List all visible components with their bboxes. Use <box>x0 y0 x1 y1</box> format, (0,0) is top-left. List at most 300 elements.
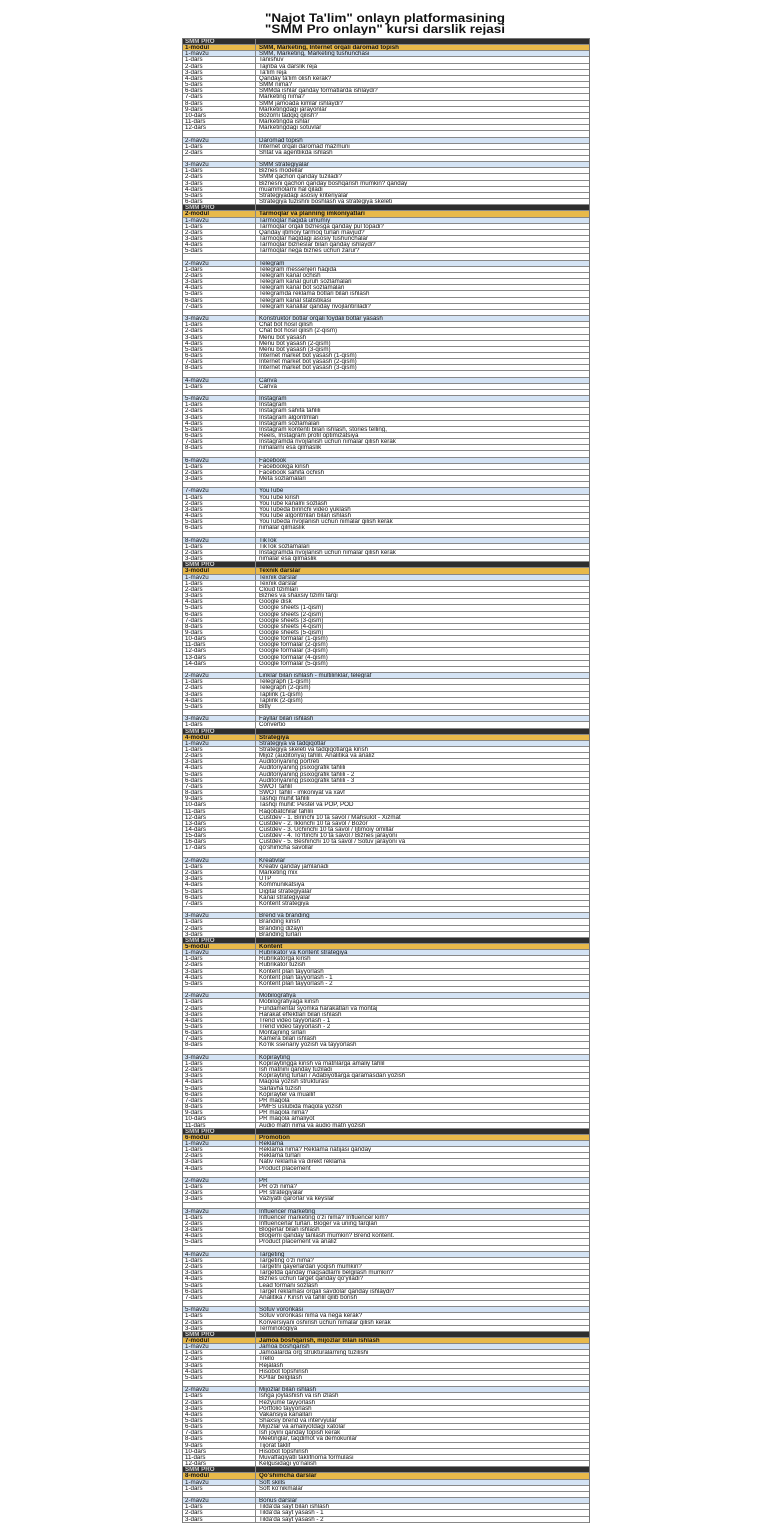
row-label-cell: 3-dars <box>183 932 256 937</box>
row-content-cell: Targetda qanday maqsadlarni belgilash mumkin? <box>259 1270 394 1276</box>
row-content-cell: Kontent strategiya <box>259 900 309 907</box>
row-label-cell <box>183 451 256 456</box>
row-content-cell: Target reklamasi orqali savdolar qanday ishlaydi? <box>259 1288 395 1294</box>
row-content-cell: Google sheets (3-qism) <box>259 617 324 623</box>
row-content-cell <box>256 1203 589 1208</box>
row-content-cell: Tarmoqlar haqidagi asosiy tushunchalar <box>259 236 369 242</box>
row-content-cell <box>256 1492 589 1497</box>
document <box>182 12 588 1523</box>
row-content-cell: Google sheets (2-qism) <box>259 611 324 617</box>
row-label-cell: 4-dars <box>183 1166 256 1171</box>
row-label-cell: 2-dars <box>183 753 256 758</box>
row-label-cell: 6-mavzu <box>183 458 256 463</box>
row-label-cell: 3-dars <box>183 1406 256 1411</box>
row-content-cell <box>256 667 589 672</box>
row-content-cell: Convertio <box>259 722 286 728</box>
row-label-cell: 13-dars <box>183 821 256 826</box>
row-label-cell: 8-dars <box>183 1042 256 1047</box>
row-content-cell: Jamoalarda org strukturalarning tuzilishi <box>259 1350 369 1356</box>
row-content-cell: Google sheets (5-qism) <box>259 630 324 636</box>
row-label-cell: 3-dars <box>183 236 256 241</box>
row-content-cell: Sarlavha tuzish <box>259 1085 302 1091</box>
row-content-cell: Instagram <box>259 396 287 402</box>
row-label-cell: 5-dars <box>183 704 256 709</box>
row-label-cell: SMM PRO <box>183 1129 256 1134</box>
row-label-cell <box>183 1381 256 1386</box>
row-label-cell: 1-dars <box>183 402 256 407</box>
row-content-cell: Kopirayting <box>259 1054 290 1060</box>
row-label-cell <box>183 667 256 672</box>
row-content-cell: TikTok <box>259 537 277 543</box>
row-content-cell: Strategiya <box>259 734 289 740</box>
row-label-cell: 2-dars <box>183 1400 256 1405</box>
row-label-cell: 1-dars <box>183 144 256 149</box>
row-label-cell: 1-dars <box>183 267 256 272</box>
row-label-cell <box>183 1246 256 1251</box>
row-content-cell: Kontent <box>259 943 283 950</box>
row-content-cell: Internet market bot yasash (3-qism) <box>259 365 357 371</box>
row-content-cell: Konstruktor botlar orqali foydali botlar yasash <box>259 316 383 322</box>
row-label-cell: 5-dars <box>183 291 256 296</box>
row-content-cell <box>256 907 589 912</box>
row-content-cell: Google sheets (4-qism) <box>259 623 324 629</box>
row-content-cell: Tarmoqlar haqida umumiy <box>259 217 331 223</box>
row-label-cell <box>183 1172 256 1177</box>
row-content-cell: Instagram sozlamalari <box>259 420 320 426</box>
row-content-cell: PR strategiyalar <box>259 1190 304 1196</box>
row-label-cell: 6-dars <box>183 778 256 783</box>
row-label-cell: 2-dars <box>183 685 256 690</box>
row-content-cell: Auditoriyaning portreti <box>259 759 320 765</box>
row-label-cell: 10-dars <box>183 1449 256 1454</box>
row-content-cell: Digital strategiyalar <box>259 888 312 894</box>
row-label-cell: 4-dars <box>183 341 256 346</box>
row-label-cell: 5-dars <box>183 248 256 253</box>
row-label-cell: 16-dars <box>183 839 256 844</box>
row-content-cell: Tanishuv <box>259 57 284 63</box>
row-content-cell: muammolarni hal qiladi <box>259 186 323 192</box>
row-content-cell: Reklama nima? Reklama natijasi qanday <box>259 1147 372 1153</box>
row-content-cell: Biznes modellar <box>259 168 304 174</box>
row-label-cell: 5-dars <box>183 1086 256 1091</box>
row-content-cell: Nativ reklama va direkt reklama <box>259 1159 346 1165</box>
row-label-cell: 6-dars <box>183 1289 256 1294</box>
row-content-cell: Soft ko'nikmalar <box>259 1485 303 1491</box>
row-content-cell: Branding turlari <box>259 931 301 937</box>
row-content-cell: Kontent plan tayyorlash <box>259 968 324 974</box>
row-content-cell: SWOT tahlil <box>259 783 292 790</box>
row-label-cell: 7-dars <box>183 1036 256 1041</box>
row-label-cell: 7-dars <box>183 359 256 364</box>
row-content-cell: Telegram <box>259 260 285 266</box>
row-content-cell <box>256 562 589 567</box>
row-label-cell: 14-dars <box>183 661 256 666</box>
row-label-cell: 15-dars <box>183 833 256 838</box>
row-content-cell: Auditoriyaning psixografik tahlili - 2 <box>259 771 355 777</box>
row-label-cell: 1-dars <box>183 1184 256 1189</box>
row-label-cell: 2-mavzu <box>183 1178 256 1183</box>
row-content-cell <box>256 1129 589 1134</box>
row-label-cell: 9-dars <box>183 107 256 112</box>
row-content-cell: SMM, Marketing, Marketing tushunchasi <box>259 51 370 57</box>
row-content-cell: Linklar bilan ishlash - multilinklar, telegraf <box>259 673 372 679</box>
row-content-cell: Biznes uchun target qanday qo'yiladi? <box>259 1276 364 1282</box>
row-content-cell: Kontent plan tayyorlash - 1 <box>259 974 333 980</box>
row-label-cell: 8-dars <box>183 1104 256 1109</box>
row-label-cell: 1-mavzu <box>183 741 256 746</box>
row-content-cell: Rezyume tayyorlash <box>259 1399 316 1405</box>
row-label-cell: 3-dars <box>183 415 256 420</box>
row-content-cell: Tarmoqlar bizneslar bilan qanday ishlaydi? <box>259 242 376 248</box>
row-label-cell: 1-dars <box>183 544 256 549</box>
row-label-cell: 4-dars <box>183 599 256 604</box>
row-content-cell: Telegraph (1-qism) <box>259 679 311 685</box>
row-content-cell: YouTube kanalni sozlash <box>259 500 328 506</box>
row-label-cell: 1-mavzu <box>183 218 256 223</box>
row-content-cell: SMM, Marketing, Internet orqali daromad topish <box>259 45 399 51</box>
row-label-cell: 1-dars <box>183 495 256 500</box>
row-label-cell <box>183 254 256 259</box>
row-content-cell: Shaxsiy brend va intervyular <box>259 1418 337 1424</box>
row-content-cell: Soft skills <box>259 1479 286 1485</box>
row-content-cell: Strategiya tuzishni boshlash va strategiya skeleti <box>259 199 393 205</box>
row-content-cell: Telegram kanal bot sozlamalari <box>259 285 345 291</box>
row-content-cell: YouTube <box>259 488 284 494</box>
row-content-cell: Maqola yozish strukturasi <box>259 1079 329 1085</box>
row-label-cell: 1-dars <box>183 1313 256 1318</box>
row-label-cell: 6-dars <box>183 298 256 303</box>
row-label-cell: 9-dars <box>183 1443 256 1448</box>
row-label-cell <box>183 310 256 315</box>
row-label-cell: 3-dars <box>183 1270 256 1275</box>
row-content-cell <box>256 205 589 210</box>
row-label-cell: 6-dars <box>183 895 256 900</box>
row-content-cell <box>256 482 589 487</box>
row-label-cell: 4-dars <box>183 1276 256 1281</box>
row-content-cell: qo'shimcha savollar <box>259 845 314 851</box>
row-content-cell <box>256 39 589 44</box>
row-content-cell: Ish matnini qanday tuziladi <box>259 1067 332 1073</box>
row-content-cell <box>256 1246 589 1251</box>
row-label-cell: 7-dars <box>183 1295 256 1300</box>
row-label-cell: SMM PRO <box>183 938 256 943</box>
row-label-cell: 3-modul <box>183 568 256 573</box>
row-content-cell <box>256 987 589 992</box>
row-label-cell: SMM PRO <box>183 562 256 567</box>
row-label-cell: 3-dars <box>183 692 256 697</box>
row-content-cell: Hisobot topshirish <box>259 1448 309 1454</box>
row-label-cell: 2-dars <box>183 408 256 413</box>
row-label-cell: 8-dars <box>183 790 256 795</box>
row-content-cell <box>256 532 589 537</box>
row-label-cell: 3-dars <box>183 1196 256 1201</box>
row-content-cell: SMM qachon qanday tuziladi? <box>259 174 342 180</box>
row-label-cell: 11-dars <box>183 1123 256 1128</box>
row-content-cell: Qo'shimcha darslar <box>259 1473 317 1479</box>
row-content-cell: Branding dizayn <box>259 925 304 931</box>
row-content-cell: Blogerlar bilan ishlash <box>259 1227 320 1233</box>
row-label-cell: 5-dars <box>183 1418 256 1423</box>
row-content-cell: Meta sozlamalari <box>259 476 306 482</box>
row-label-cell: 8-dars <box>183 445 256 450</box>
row-label-cell: 3-dars <box>183 1326 256 1331</box>
row-label-cell: 7-dars <box>183 618 256 623</box>
row-label-cell <box>183 131 256 136</box>
row-label-cell: 1-dars <box>183 1258 256 1263</box>
row-content-cell: PR o'zi nima? <box>259 1184 297 1190</box>
row-content-cell: Lead formani sozlash <box>259 1282 318 1288</box>
row-content-cell: Tilda'da sayt yasash - 1 <box>259 1510 324 1516</box>
row-content-cell: Cloud tizimlari <box>259 586 298 593</box>
row-content-cell: Texnik darslar <box>259 580 298 586</box>
row-label-cell: 8-dars <box>183 1436 256 1441</box>
row-label-cell: 4-dars <box>183 285 256 290</box>
row-label-cell: 4-dars <box>183 765 256 770</box>
row-content-cell: Fayllar bilan ishlash <box>259 716 314 722</box>
row-label-cell: 2-dars <box>183 1153 256 1158</box>
row-content-cell: Harakat effektlari bilan ishlash <box>259 1011 342 1017</box>
row-label-cell: 2-dars <box>183 1510 256 1515</box>
row-label-cell: 4-mavzu <box>183 1252 256 1257</box>
row-label-cell: 2-dars <box>183 1221 256 1226</box>
row-label-cell: 5-dars <box>183 1239 256 1244</box>
row-label-cell: 1-dars <box>183 322 256 327</box>
row-content-cell: Telegraph (2-qism) <box>259 685 311 691</box>
row-label-cell: 6-dars <box>183 612 256 617</box>
row-content-cell <box>256 156 589 161</box>
row-content-cell: Telegram kanallar qanday rivojlantiriladi? <box>259 303 371 309</box>
row-content-cell: Strategiya va tadqiqotlar <box>259 740 326 746</box>
row-content-cell: Taplink (1-qism) <box>259 691 303 697</box>
row-content-cell: Reels, Instagram profil optimizatsiya <box>259 433 359 439</box>
row-label-cell: 5-dars <box>183 347 256 352</box>
row-label-cell: 1-dars <box>183 999 256 1004</box>
row-content-cell: UTP <box>259 876 272 882</box>
row-label-cell: 7-dars <box>183 901 256 906</box>
row-label-cell: 3-mavzu <box>183 716 256 721</box>
row-content-cell: Instagram kontenti bilan ishlash, stories telling, <box>259 426 387 432</box>
row-label-cell: 4-dars <box>183 975 256 980</box>
row-label-cell <box>183 156 256 161</box>
row-content-cell <box>256 1301 589 1306</box>
row-content-cell: Telegram kanal guruh sozlamalari <box>259 279 352 285</box>
row-content-cell: Mijozlar va amaliyotdagi xatolar <box>259 1424 346 1430</box>
row-content-cell: Internet orqali daromad mazmuni <box>259 143 350 149</box>
row-content-cell: Kelgusidagi yo'nalish <box>259 1461 317 1467</box>
row-content-cell: Kreativlar <box>259 857 286 863</box>
row-label-cell: 1-dars <box>183 1215 256 1220</box>
row-content-cell: Mijoz (auditoriya) tahlili. Analitika va analiz <box>259 753 375 759</box>
row-label-cell: 7-dars <box>183 784 256 789</box>
row-content-cell <box>256 1381 589 1386</box>
row-content-cell: Bozorni tadqiq qilish? <box>259 112 318 119</box>
row-label-cell: 11-dars <box>183 642 256 647</box>
row-content-cell: Texnik darslar <box>259 568 301 574</box>
row-content-cell <box>256 451 589 456</box>
row-label-cell: SMM PRO <box>183 39 256 44</box>
row-label-cell: 4-modul <box>183 735 256 740</box>
row-label-cell: 1-dars <box>183 1393 256 1398</box>
row-label-cell: 2-mavzu <box>183 858 256 863</box>
row-label-cell: 2-dars <box>183 64 256 69</box>
row-label-cell: 6-dars <box>183 199 256 204</box>
row-content-cell <box>256 710 589 715</box>
row-label-cell: SMM PRO <box>183 205 256 210</box>
row-content-cell: Tajriba va darslik reja <box>259 63 318 69</box>
row-label-cell: 2-dars <box>183 1067 256 1072</box>
row-content-cell: Ishga joylashish va ish izlash <box>259 1393 339 1399</box>
row-content-cell: Shtat va agentlikda ishlash <box>259 149 333 155</box>
row-content-cell <box>256 254 589 259</box>
row-content-cell: Promotion <box>259 1134 290 1140</box>
row-content-cell: YouTubeda rivojlanish uchun nimalar qilish kerak <box>259 519 393 525</box>
row-label-cell <box>183 1049 256 1054</box>
row-label-cell: 5-dars <box>183 193 256 198</box>
title-line-2: "SMM Pro onlayn" kursi darslik rejasi <box>264 22 506 35</box>
row-label-cell: 17-dars <box>183 845 256 850</box>
row-label-cell: 1-dars <box>183 1350 256 1355</box>
row-label-cell: 3-dars <box>183 335 256 340</box>
row-label-cell: 12-dars <box>183 648 256 653</box>
row-content-cell: Instagram sahifa tahlili <box>259 408 321 414</box>
row-content-cell: Brend va branding <box>259 913 310 919</box>
row-label-cell: 4-mavzu <box>183 378 256 383</box>
row-content-cell: Tijorat taklif <box>259 1442 291 1448</box>
row-label-cell: 2-dars <box>183 1320 256 1325</box>
row-label-cell: 1-modul <box>183 45 256 50</box>
row-label-cell: 3-dars <box>183 759 256 764</box>
row-content-cell: Reklama turlari <box>259 1153 301 1159</box>
row-label-cell: 4-dars <box>183 1412 256 1417</box>
row-label-cell: 2-dars <box>183 150 256 155</box>
row-label-cell <box>183 371 256 376</box>
row-label-cell: 3-dars <box>183 70 256 75</box>
row-label-cell <box>183 987 256 992</box>
row-label-cell <box>183 710 256 715</box>
row-content-cell: Konversiyani oshirish uchun nimalar qilish kerak <box>259 1319 391 1325</box>
row-label-cell: 4-dars <box>183 513 256 518</box>
row-label-cell: 7-dars <box>183 304 256 309</box>
document-title <box>182 13 588 35</box>
row-content-cell: Instagram algoritmlari <box>259 414 319 420</box>
row-content-cell: Internet market bot yasash (2-qism) <box>259 359 357 365</box>
row-label-cell: 9-dars <box>183 796 256 801</box>
row-label-cell: 2-mavzu <box>183 673 256 678</box>
row-content-cell: Kanal strategiyalar <box>259 894 311 900</box>
row-content-cell: Tarmoqlar va planning imkoniyatlari <box>259 211 365 217</box>
row-label-cell: 3-dars <box>183 1227 256 1232</box>
row-label-cell: 3-dars <box>183 1073 256 1078</box>
row-content-cell: Vakansiya kanallari <box>259 1411 312 1417</box>
row-label-cell: 4-dars <box>183 1369 256 1374</box>
row-content-cell <box>256 310 589 315</box>
row-label-cell: 10-dars <box>183 802 256 807</box>
row-content-cell: Telegram messenjeri haqida <box>259 266 337 272</box>
row-content-cell: Vaziyatli qarorlar va keyslar <box>259 1196 335 1202</box>
row-label-cell: 4-dars <box>183 421 256 426</box>
row-label-cell: 7-dars <box>183 1098 256 1103</box>
row-content-cell: Strategiyadagi asosiy kriteriyalar <box>259 192 349 199</box>
row-content-cell: SMMda ishlar qanday formatlarda ishlaydi? <box>259 88 378 94</box>
row-content-cell: SWOT tahlil - imkoniyat va xavf <box>259 790 345 796</box>
row-content-cell: Menu bot yasash <box>259 334 307 340</box>
row-label-cell: 3-dars <box>183 181 256 186</box>
row-label-cell <box>183 1492 256 1497</box>
row-label-cell: 1-dars <box>183 1486 256 1491</box>
row-label-cell: 8-mavzu <box>183 538 256 543</box>
row-content-cell: Ish joyini qanday topish kerak <box>259 1430 341 1436</box>
row-label-cell: 5-dars <box>183 1283 256 1288</box>
row-label-cell: 2-dars <box>183 1356 256 1361</box>
row-label-cell: 2-dars <box>183 328 256 333</box>
row-content-cell: Jamoa boshqarish <box>259 1344 310 1350</box>
row-label-cell: 2-dars <box>183 1190 256 1195</box>
row-label-cell: 3-dars <box>183 1012 256 1017</box>
row-label-cell: SMM PRO <box>183 1332 256 1337</box>
row-label-cell: 2-dars <box>183 1006 256 1011</box>
row-content-cell <box>256 1049 589 1054</box>
row-content-cell: Sotuv voronkasi <box>259 1307 304 1313</box>
row-content-cell: Qanday ijtimoiy tarmoq turlari mavjud? <box>259 229 365 235</box>
row-label-cell: 6-dars <box>183 1030 256 1035</box>
row-label-cell: 12-dars <box>183 815 256 820</box>
row-content-cell: Marketing nima? <box>259 94 305 100</box>
row-label-cell: 7-modul <box>183 1338 256 1343</box>
row-label-cell: 1-dars <box>183 581 256 586</box>
row-label-cell: 5-dars <box>183 1375 256 1380</box>
row-content-cell: Instagramda rivojlanish uchun nimalar qilish kerak <box>259 439 396 445</box>
row-label-cell: 6-dars <box>183 525 256 530</box>
row-label-cell: 1-dars <box>183 919 256 924</box>
row-content-cell: nimalar esa qilmaslik <box>259 556 317 562</box>
row-content-cell: Instagramda rivojlanish uchun nimalar qilish kerak <box>259 549 396 556</box>
row-label-cell: 5-dars <box>183 605 256 610</box>
row-label-cell: 5-dars <box>183 772 256 777</box>
row-label-cell: 10-dars <box>183 1116 256 1121</box>
row-content-cell: Marketing mix <box>259 870 298 876</box>
row-content-cell: Mobilografiyaga kirish <box>259 999 319 1005</box>
row-content-cell: Terminologiya <box>259 1325 298 1331</box>
row-label-cell: 5-mavzu <box>183 1307 256 1312</box>
row-label-cell: 3-mavzu <box>183 316 256 321</box>
row-label-cell: 2-dars <box>183 587 256 592</box>
row-content-cell: Tarmoqlar orqali biznesga qanday pul topadi? <box>259 223 384 229</box>
row-label-cell: 10-dars <box>183 636 256 641</box>
row-content-cell: Google formalar (4-qism) <box>259 654 328 660</box>
row-label-cell: 5-dars <box>183 519 256 524</box>
row-content-cell: Kopirayter va muallif <box>259 1091 316 1097</box>
row-label-cell: 2-mavzu <box>183 1498 256 1503</box>
row-label-cell: 2-dars <box>183 926 256 931</box>
row-label-cell: 8-dars <box>183 624 256 629</box>
row-label-cell: 2-dars <box>183 501 256 506</box>
row-label-cell: 3-dars <box>183 1363 256 1368</box>
row-label-cell: 1-mavzu <box>183 51 256 56</box>
row-label-cell: 6-modul <box>183 1135 256 1140</box>
row-content-cell: Google disk <box>259 599 292 605</box>
row-label-cell: 2-mavzu <box>183 1387 256 1392</box>
row-label-cell: 1-dars <box>183 1061 256 1066</box>
row-content-cell: Audio matn nima va audio matn yozish <box>259 1122 366 1128</box>
row-content-cell: Tashqi muhit tahlili <box>259 796 310 802</box>
row-content-cell: Auditoriyaning psixografik tahlili - 3 <box>259 777 355 783</box>
row-label-cell: 9-dars <box>183 630 256 635</box>
row-content-cell: Analitika / Kirish va tahlil qilib borish <box>259 1294 358 1301</box>
row-content-cell: Jamoa boshqarish, mijozlar bilan ishlash <box>259 1337 380 1344</box>
row-label-cell: 3-dars <box>183 507 256 512</box>
row-label-cell: 3-dars <box>183 876 256 881</box>
row-content-cell: Google sheets (1-qism) <box>259 605 324 611</box>
